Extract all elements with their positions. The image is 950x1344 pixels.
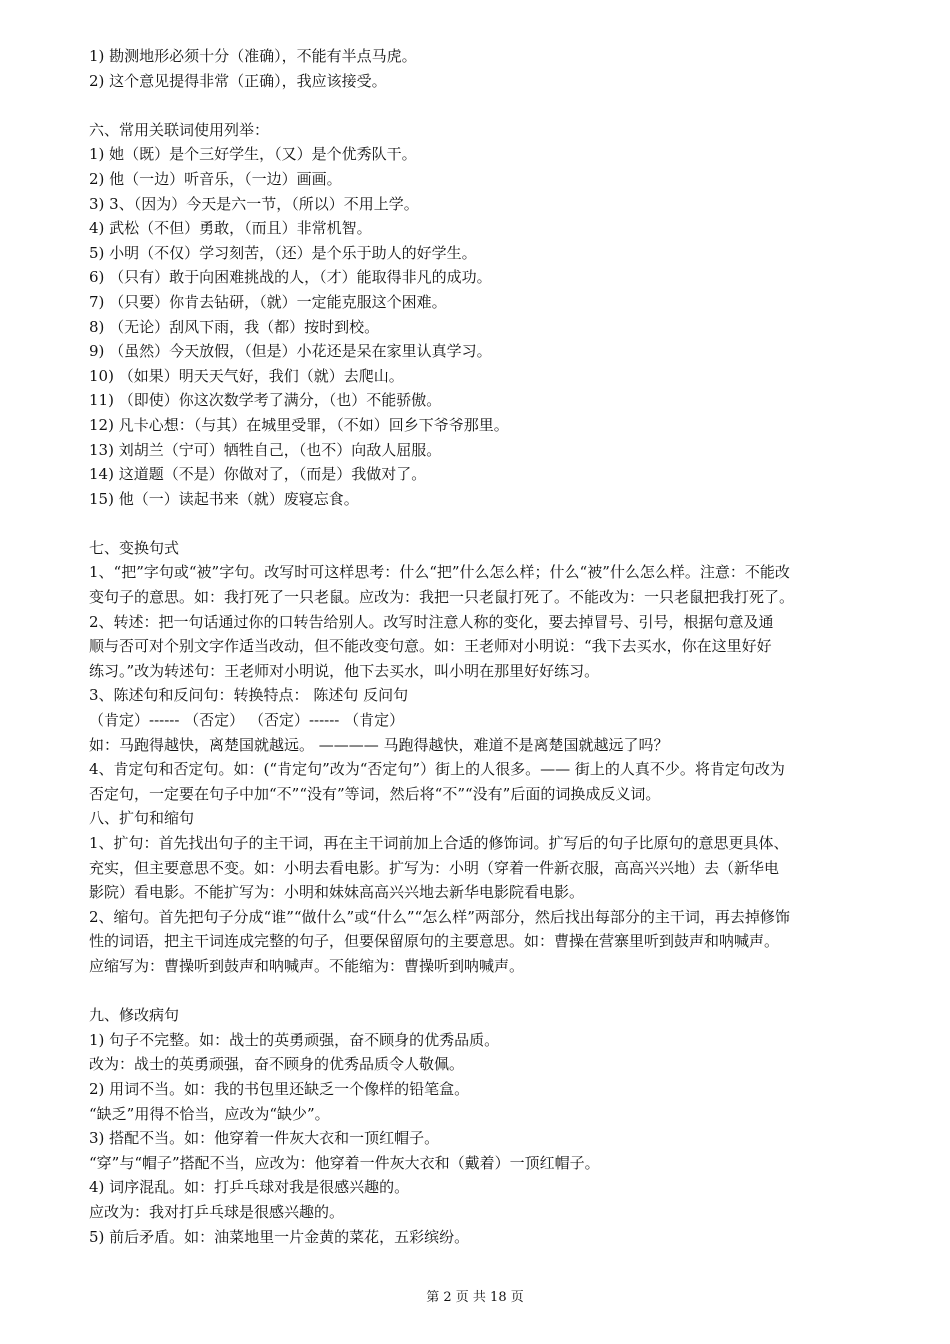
text-line: 1) 她（既）是个三好学生，（又）是个优秀队干。 xyxy=(89,145,417,164)
text-line: 15) 他（一）读起书来（就）废寝忘食。 xyxy=(89,489,359,508)
text-line: 八、扩句和缩句 xyxy=(89,809,195,828)
text-line: 3) 搭配不当。如：他穿着一件灰大衣和一顶红帽子。 xyxy=(89,1129,440,1148)
text-line: 14) 这道题（不是）你做对了，（而是）我做对了。 xyxy=(89,465,427,484)
text-line: 顺与否可对个别文字作适当改动，但不能改变句意。如：王老师对小明说：“我下去买水，你在这里好好 xyxy=(89,637,772,656)
text-line: 变句子的意思。如：我打死了一只老鼠。应改为：我把一只老鼠打死了。不能改为：一只老鼠把我打死了。 xyxy=(89,588,795,607)
text-line: 2) 他（一边）听音乐，（一边）画画。 xyxy=(89,169,342,188)
text-line: 七、变换句式 xyxy=(89,538,180,557)
text-line: 充实，但主要意思不变。如：小明去看电影。扩写为：小明（穿着一件新衣服，高高兴兴地）去（新华电 xyxy=(89,858,780,877)
text-line: 如：马跑得越快，离楚国就越远。 ———— 马跑得越快，难道不是离楚国就越远了吗？ xyxy=(89,735,669,754)
text-line: 3) 3、（因为）今天是六一节，（所以）不用上学。 xyxy=(89,194,419,213)
text-line: 9) （虽然）今天放假，（但是）小花还是呆在家里认真学习。 xyxy=(89,342,492,361)
text-line: “缺乏”用得不恰当，应改为“缺少”。 xyxy=(89,1104,330,1123)
text-line: 8) （无论）刮风下雨，我（都）按时到校。 xyxy=(89,317,380,336)
text-line: 1) 句子不完整。如：战士的英勇顽强，奋不顾身的优秀品质。 xyxy=(89,1030,500,1049)
text-line: 1) 勘测地形必须十分（准确），不能有半点马虎。 xyxy=(89,47,417,65)
text-line: 10) （如果）明天天气好，我们（就）去爬山。 xyxy=(89,366,404,385)
blank-line xyxy=(89,93,875,118)
text-line: 练习。”改为转述句：王老师对小明说，他下去买水，叫小明在那里好好练习。 xyxy=(89,661,600,680)
text-line: （肯定）------ （否定） （否定）------ （肯定） xyxy=(89,711,405,730)
text-line: 六、常用关联词使用列举： xyxy=(89,120,270,139)
text-line: 7) （只要）你肯去钻研，（就）一定能克服这个困难。 xyxy=(89,292,447,311)
text-line: “穿”与“帽子”搭配不当，应改为：他穿着一件灰大衣和（戴着）一顶红帽子。 xyxy=(89,1153,600,1172)
text-line: 改为：战士的英勇顽强，奋不顾身的优秀品质令人敬佩。 xyxy=(89,1055,465,1074)
text-line: 3、陈述句和反问句：转换特点： 陈述句 反问句 xyxy=(89,686,409,705)
text-line: 2) 这个意见提得非常（正确），我应该接受。 xyxy=(89,71,387,90)
text-line: 2、转述：把一句话通过你的口转告给别人。改写时注意人称的变化，要去掉冒号、引号，根据句意及通 xyxy=(89,612,774,631)
text-line: 4) 词序混乱。如：打乒乓球对我是很感兴趣的。 xyxy=(89,1178,410,1197)
text-line: 1、“把”字句或“被”字句。改写时可这样思考：什么“把”什么怎么样；什么“被”什么怎么样。注意：不能改 xyxy=(89,563,790,582)
blank-line xyxy=(89,511,875,536)
text-line: 影院）看电影。不能扩写为：小明和妹妹高高兴兴地去新华电影院看电影。 xyxy=(89,883,585,902)
text-line: 性的词语，把主干词连成完整的句子，但要保留原句的主要意思。如：曹操在营寨里听到鼓声和呐喊声。 xyxy=(89,932,780,951)
text-line: 5) 前后矛盾。如：油菜地里一片金黄的菜花，五彩缤纷。 xyxy=(89,1227,470,1246)
page-footer: 第 2 页 共 18 页 xyxy=(426,1290,524,1305)
text-line: 2) 用词不当。如：我的书包里还缺乏一个像样的铅笔盒。 xyxy=(89,1079,470,1098)
text-line: 1、扩句：首先找出句子的主干词，再在主干词前加上合适的修饰词。扩写后的句子比原句的意思更具体、 xyxy=(89,834,789,852)
text-line: 2、缩句。首先把句子分成“谁”“做什么”或“什么”“怎么样”两部分，然后找出每部分的主干词，再去掉修饰 xyxy=(89,907,790,926)
text-line: 否定句，一定要在句子中加“不”“没有”等词，然后将“不”“没有”后面的词换成反义词。 xyxy=(89,784,661,803)
text-line: 应缩写为：曹操听到鼓声和呐喊声。不能缩为：曹操听到呐喊声。 xyxy=(89,956,525,975)
text-line: 九、修改病句 xyxy=(89,1006,180,1025)
text-line: 6) （只有）敢于向困难挑战的人，（才）能取得非凡的成功。 xyxy=(89,268,492,287)
document-body xyxy=(89,44,875,1249)
text-line: 13) 刘胡兰（宁可）牺牲自己，（也不）向敌人屈服。 xyxy=(89,440,442,459)
text-line: 12) 凡卡心想：（与其）在城里受罪，（不如）回乡下爷爷那里。 xyxy=(89,415,509,434)
text-line: 4) 武松（不但）勇敢，（而且）非常机智。 xyxy=(89,219,372,238)
text-line: 11) （即使）你这次数学考了满分，（也）不能骄傲。 xyxy=(89,391,442,410)
text-line: 4、肯定句和否定句。如：(“肯定句”改为“否定句”）街上的人很多。—— 街上的人真不少。将肯定句改为 xyxy=(89,760,785,779)
text-line: 应改为：我对打乒乓球是很感兴趣的。 xyxy=(89,1202,345,1221)
blank-line xyxy=(89,979,875,1004)
text-line: 5) 小明（不仅）学习刻苦，（还）是个乐于助人的好学生。 xyxy=(89,243,477,262)
